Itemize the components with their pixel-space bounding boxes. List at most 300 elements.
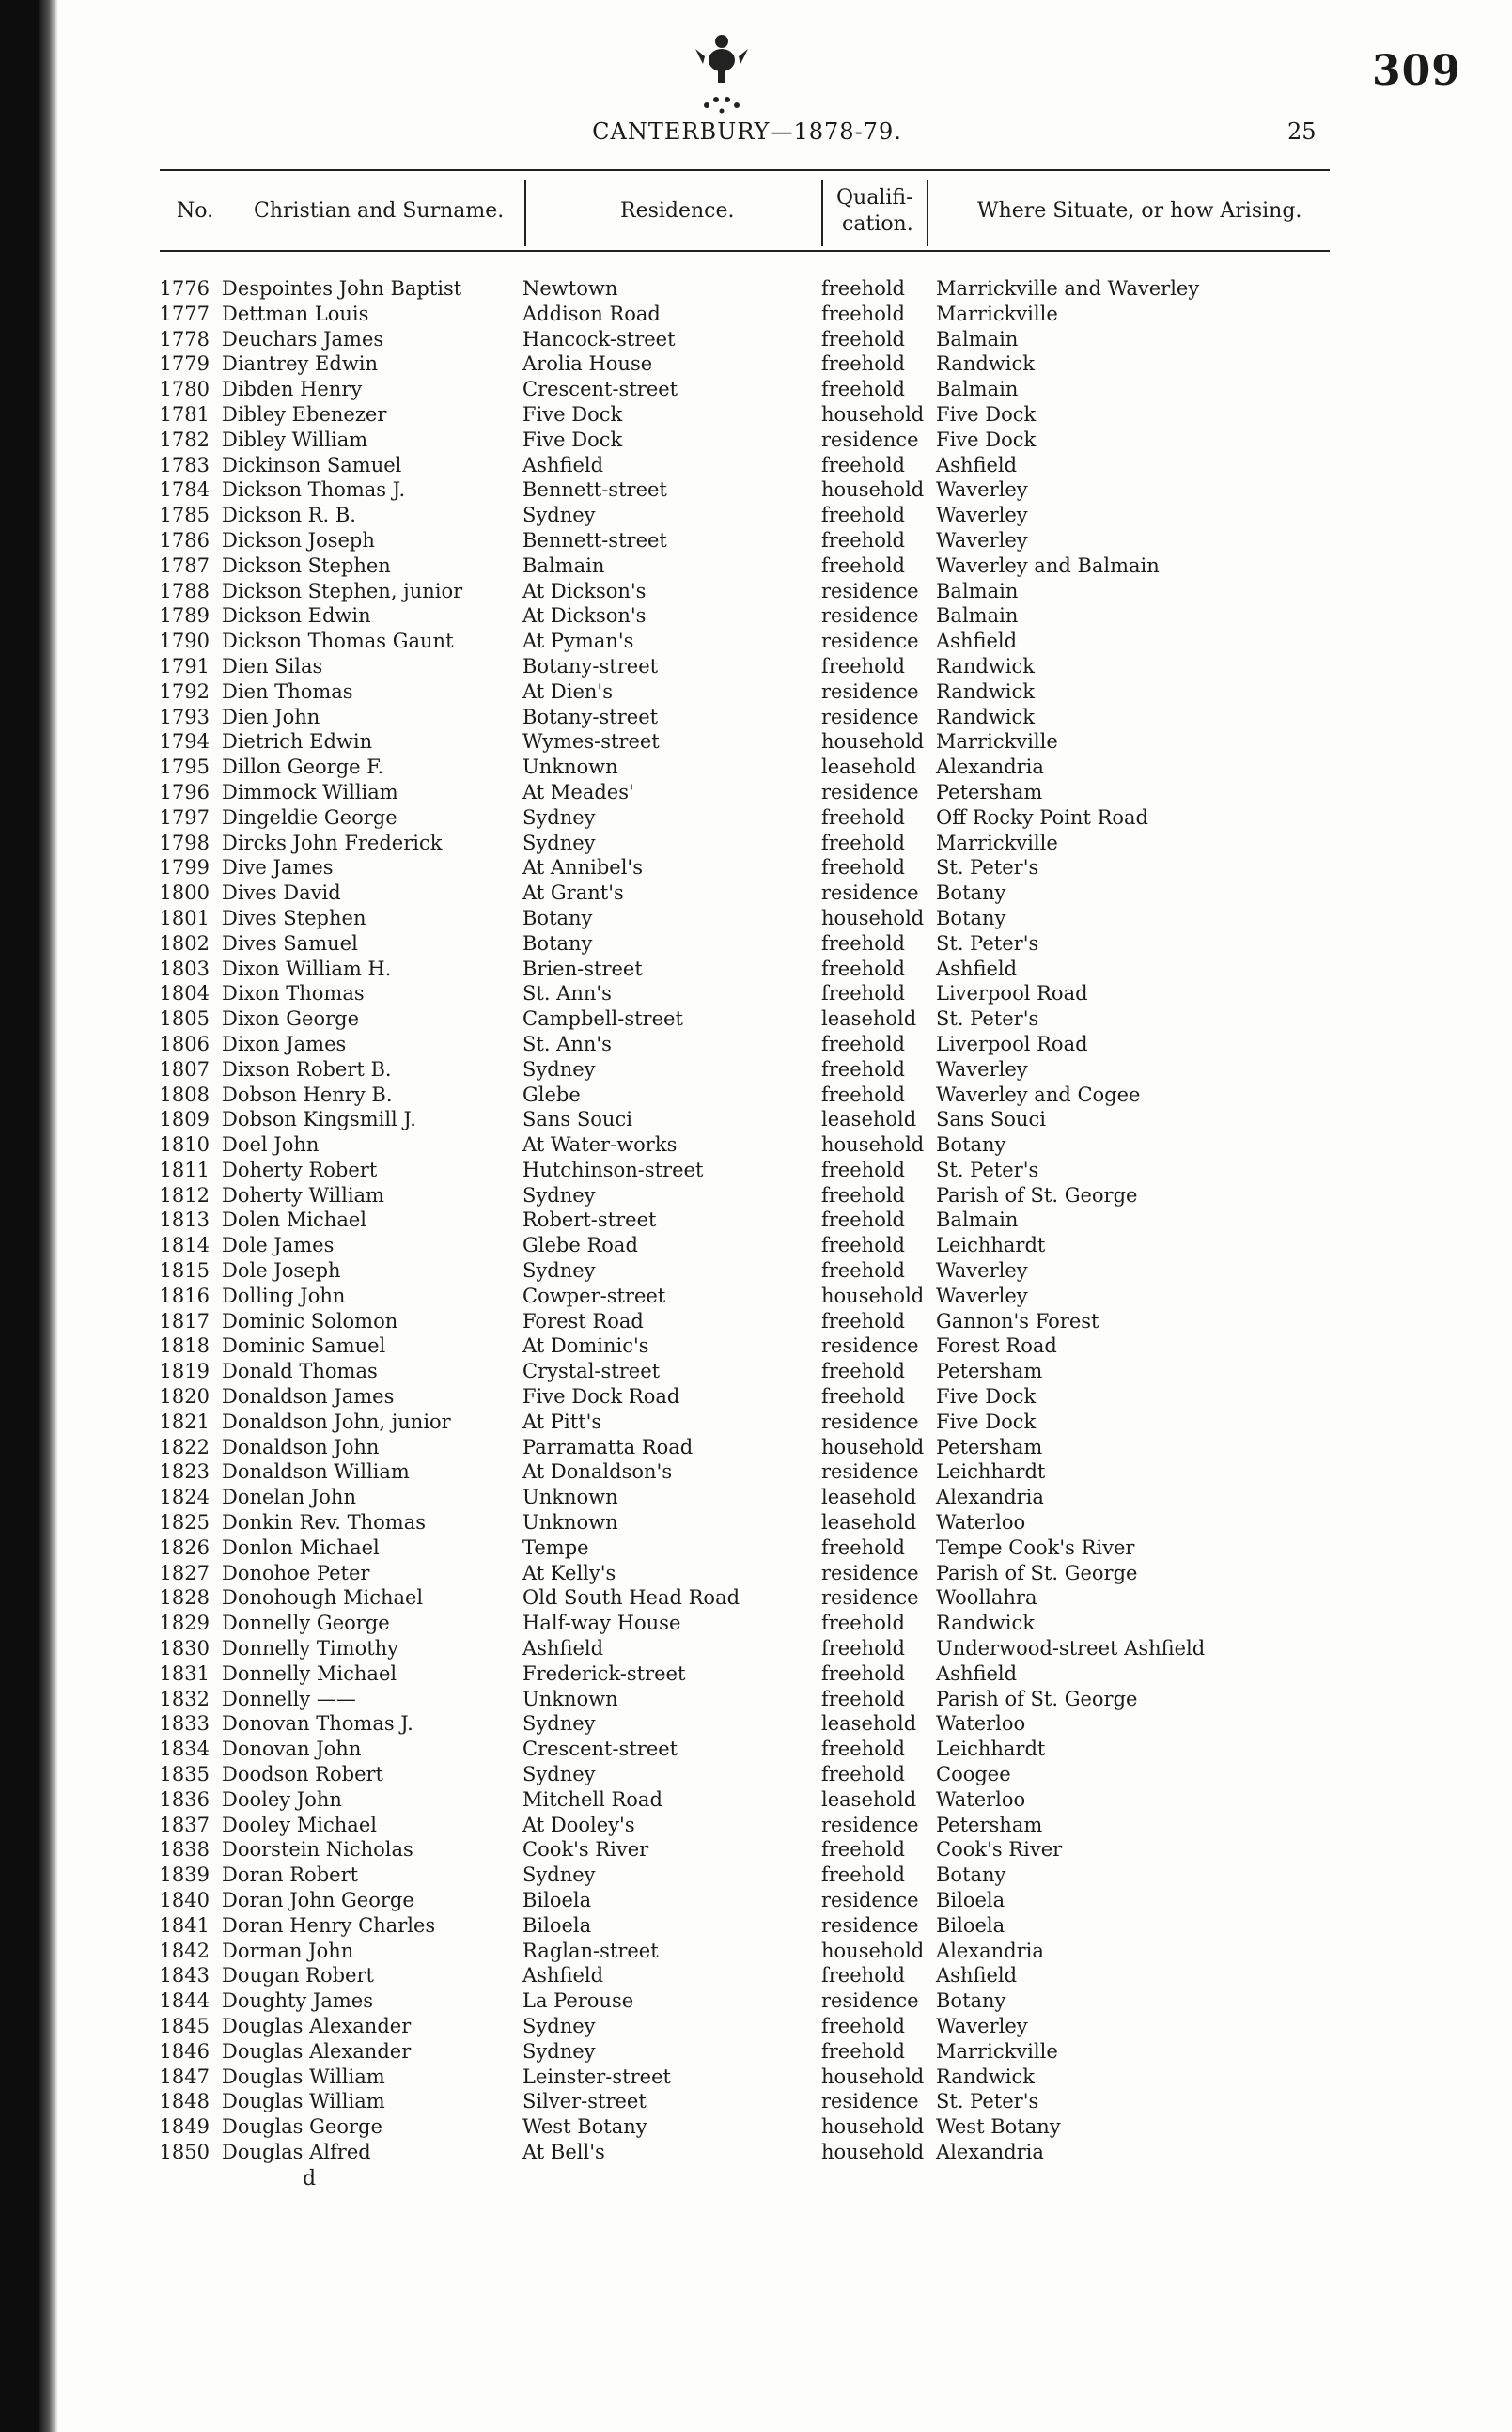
row-name: Douglas William <box>222 2065 385 2088</box>
row-name: Dobson Kingsmill J. <box>222 1108 416 1131</box>
row-name: Dooley Michael <box>222 1813 377 1836</box>
row-qualification: household <box>821 478 925 502</box>
row-qualification: residence <box>821 780 919 803</box>
row-where: Botany <box>936 906 1006 929</box>
row-number: 1829 <box>159 1612 210 1635</box>
table-row <box>0 1309 1512 1334</box>
row-number: 1839 <box>159 1863 210 1887</box>
signature-mark: d <box>303 2167 317 2190</box>
row-where: Waverley <box>936 1259 1028 1283</box>
row-qualification: household <box>821 402 925 426</box>
row-name: Doherty William <box>222 1183 384 1207</box>
row-residence: Old South Head Road <box>522 1586 740 1610</box>
row-number: 1790 <box>159 630 210 653</box>
row-qualification: freehold <box>821 856 905 880</box>
row-qualification: freehold <box>821 504 905 527</box>
row-qualification: freehold <box>821 1637 905 1660</box>
row-residence: Sydney <box>522 831 596 854</box>
table-row <box>0 1333 1512 1359</box>
row-qualification: freehold <box>821 553 905 577</box>
row-name: Dickson Stephen, junior <box>222 579 463 602</box>
row-residence: Unknown <box>522 1486 618 1509</box>
table-row <box>0 603 1512 629</box>
row-residence: At Pitt's <box>522 1410 602 1433</box>
row-qualification: leasehold <box>821 1511 917 1535</box>
row-where: Balmain <box>936 327 1019 351</box>
row-name: Diantrey Edwin <box>222 352 379 376</box>
row-residence: At Meades' <box>522 780 634 803</box>
row-qualification: freehold <box>821 1763 905 1786</box>
row-where: Ashfield <box>936 453 1018 476</box>
row-where: Waterloo <box>936 1511 1026 1535</box>
row-residence: At Dien's <box>522 679 613 703</box>
table-row <box>0 805 1512 831</box>
row-name: Donnelly Michael <box>222 1661 397 1685</box>
row-number: 1835 <box>159 1763 210 1786</box>
column-header-residence: Residence. <box>620 199 735 223</box>
row-where: Tempe Cook's River <box>936 1536 1135 1559</box>
table-row <box>0 2114 1512 2140</box>
row-qualification: freehold <box>821 1309 905 1333</box>
row-where: St. Peter's <box>936 1007 1039 1031</box>
row-name: Dives Stephen <box>222 906 366 929</box>
row-number: 1802 <box>159 931 210 955</box>
row-number: 1809 <box>159 1108 210 1131</box>
row-qualification: leasehold <box>821 1486 917 1509</box>
row-where: Cook's River <box>936 1838 1063 1862</box>
row-qualification: leasehold <box>821 756 917 779</box>
row-number: 1777 <box>159 302 210 325</box>
row-residence: Ashfield <box>522 1637 604 1660</box>
row-where: Alexandria <box>936 2140 1044 2163</box>
row-where: Waverley <box>936 528 1028 552</box>
row-name: Douglas William <box>222 2090 385 2113</box>
row-qualification: freehold <box>821 1612 905 1635</box>
row-where: Biloela <box>936 1889 1005 1911</box>
row-name: Doran Robert <box>222 1863 359 1887</box>
row-residence: Biloela <box>522 1889 592 1911</box>
row-residence: At Grant's <box>522 881 624 905</box>
row-qualification: household <box>821 730 925 754</box>
row-where: Marrickville <box>936 730 1058 754</box>
row-residence: Newtown <box>522 277 618 300</box>
row-qualification: freehold <box>821 2014 905 2037</box>
row-qualification: freehold <box>821 957 905 980</box>
row-number: 1836 <box>159 1787 210 1811</box>
row-residence: Sydney <box>522 2039 596 2063</box>
row-residence: Bennett-street <box>522 478 667 502</box>
row-residence: Ashfield <box>522 453 604 476</box>
row-residence: Five Dock <box>522 402 623 426</box>
row-name: Dien John <box>222 705 320 728</box>
row-qualification: residence <box>821 1561 919 1584</box>
row-qualification: residence <box>821 2090 919 2113</box>
row-qualification: residence <box>821 1334 919 1358</box>
row-name: Donnelly Timothy <box>222 1637 399 1660</box>
row-qualification: freehold <box>821 1083 905 1106</box>
table-row <box>0 1384 1512 1410</box>
table-row <box>0 1006 1512 1032</box>
row-qualification: residence <box>821 1460 919 1484</box>
table-row <box>0 1107 1512 1132</box>
column-header-where: Where Situate, or how Arising. <box>977 199 1302 223</box>
row-qualification: residence <box>821 630 919 653</box>
table-row <box>0 351 1512 377</box>
row-where: Parish of St. George <box>936 1183 1138 1207</box>
table-row <box>0 1611 1512 1636</box>
row-where: Botany <box>936 1989 1006 2013</box>
row-residence: Arolia House <box>522 352 653 376</box>
header-rule-bottom <box>160 250 1330 252</box>
row-number: 1822 <box>159 1435 210 1458</box>
row-name: Douglas Alexander <box>222 2039 412 2063</box>
row-number: 1817 <box>159 1309 210 1333</box>
row-qualification: leasehold <box>821 1712 917 1736</box>
row-residence: Frederick-street <box>522 1661 686 1685</box>
row-where: Leichhardt <box>936 1460 1046 1484</box>
row-name: Doran John George <box>222 1889 414 1911</box>
row-qualification: freehold <box>821 453 905 476</box>
table-row <box>0 654 1512 679</box>
row-name: Deuchars James <box>222 327 384 351</box>
row-qualification: residence <box>821 579 919 602</box>
row-number: 1820 <box>159 1385 210 1409</box>
row-residence: Unknown <box>522 1687 618 1710</box>
row-where: Liverpool Road <box>936 1032 1088 1055</box>
row-number: 1793 <box>159 705 210 728</box>
row-number: 1837 <box>159 1813 210 1836</box>
row-number: 1801 <box>159 906 210 929</box>
row-name: Dorman John <box>222 1939 354 1962</box>
row-qualification: freehold <box>821 654 905 678</box>
row-residence: Crescent-street <box>522 378 678 401</box>
row-where: Petersham <box>936 1813 1043 1836</box>
page-number: 25 <box>1287 118 1317 145</box>
table-row <box>0 755 1512 780</box>
table-row <box>0 1258 1512 1284</box>
row-name: Dooley John <box>222 1787 342 1811</box>
row-qualification: freehold <box>821 931 905 955</box>
row-residence: Sydney <box>522 1057 596 1081</box>
table-row <box>0 729 1512 755</box>
row-residence: Bennett-street <box>522 528 667 552</box>
table-row <box>0 1032 1512 1057</box>
row-name: Dickson Joseph <box>222 528 375 552</box>
row-residence: At Dominic's <box>522 1334 649 1358</box>
row-where: Five Dock <box>936 1385 1037 1409</box>
table-row <box>0 1711 1512 1737</box>
row-residence: Crescent-street <box>522 1738 678 1761</box>
column-divider <box>524 180 526 246</box>
row-number: 1782 <box>159 428 210 451</box>
row-name: Donaldson John <box>222 1435 380 1458</box>
row-name: Dolling John <box>222 1284 346 1307</box>
row-name: Dixon William H. <box>222 957 392 980</box>
row-where: Randwick <box>936 654 1035 678</box>
row-number: 1798 <box>159 831 210 854</box>
table-row <box>0 1863 1512 1888</box>
row-qualification: freehold <box>821 1183 905 1207</box>
row-residence: Glebe <box>522 1083 581 1106</box>
row-where: Off Rocky Point Road <box>936 805 1148 829</box>
column-header-name: Christian and Surname. <box>254 199 505 223</box>
table-row <box>0 1939 1512 1964</box>
table-row <box>0 981 1512 1006</box>
row-residence: Mitchell Road <box>522 1787 662 1811</box>
column-header-qualification-2: cation. <box>842 212 913 236</box>
row-number: 1783 <box>159 453 210 476</box>
row-residence: At Water-works <box>522 1133 678 1157</box>
table-row <box>0 1359 1512 1384</box>
row-name: Dickson Thomas Gaunt <box>222 630 454 653</box>
row-name: Donohoe Peter <box>222 1561 370 1584</box>
table-row <box>0 2039 1512 2065</box>
row-where: Waverley <box>936 1057 1028 1081</box>
row-where: Marrickville <box>936 831 1058 854</box>
row-qualification: freehold <box>821 528 905 552</box>
row-number: 1833 <box>159 1712 210 1736</box>
row-where: Waverley <box>936 504 1028 527</box>
row-qualification: freehold <box>821 1687 905 1710</box>
row-where: St. Peter's <box>936 2090 1039 2113</box>
row-residence: Sans Souci <box>522 1108 632 1131</box>
row-qualification: residence <box>821 1586 919 1610</box>
row-qualification: residence <box>821 881 919 905</box>
table-row <box>0 780 1512 805</box>
row-residence: Addison Road <box>522 302 661 325</box>
row-number: 1785 <box>159 504 210 527</box>
row-where: Gannon's Forest <box>936 1309 1099 1333</box>
row-where: Waverley and Cogee <box>936 1083 1141 1106</box>
row-name: Douglas Alexander <box>222 2014 412 2037</box>
table-row <box>0 2089 1512 2114</box>
row-where: Marrickville <box>936 2039 1058 2063</box>
row-where: Randwick <box>936 679 1035 703</box>
row-where: Leichhardt <box>936 1234 1046 1257</box>
row-where: Randwick <box>936 1612 1035 1635</box>
row-residence: Botany-street <box>522 654 659 678</box>
row-where: Marrickville and Waverley <box>936 277 1200 300</box>
row-residence: Sydney <box>522 1763 596 1786</box>
row-residence: Wymes-street <box>522 730 660 754</box>
row-qualification: household <box>821 1435 925 1458</box>
table-row <box>0 1057 1512 1083</box>
row-where: Ashfield <box>936 1964 1018 1988</box>
row-qualification: freehold <box>821 302 905 325</box>
table-row <box>0 1687 1512 1712</box>
row-residence: At Pyman's <box>522 630 634 653</box>
row-qualification: freehold <box>821 1738 905 1761</box>
row-qualification: freehold <box>821 1838 905 1862</box>
row-number: 1779 <box>159 352 210 376</box>
table-row <box>0 1661 1512 1687</box>
row-number: 1812 <box>159 1183 210 1207</box>
row-number: 1811 <box>159 1158 210 1181</box>
table-row <box>0 1561 1512 1586</box>
row-where: West Botany <box>936 2115 1061 2139</box>
row-number: 1778 <box>159 327 210 351</box>
row-where: Five Dock <box>936 1410 1037 1433</box>
row-residence: Balmain <box>522 553 605 577</box>
row-residence: Five Dock Road <box>522 1385 680 1409</box>
row-residence: Half-way House <box>522 1612 681 1635</box>
row-name: Dingeldie George <box>222 805 397 829</box>
row-qualification: household <box>821 906 925 929</box>
row-name: Despointes John Baptist <box>222 277 462 300</box>
row-qualification: freehold <box>821 352 905 376</box>
row-name: Dives David <box>222 881 341 905</box>
table-row <box>0 377 1512 402</box>
header-rule-top <box>160 169 1330 171</box>
table-row <box>0 477 1512 503</box>
row-where: Waterloo <box>936 1787 1026 1811</box>
table-row <box>0 2014 1512 2039</box>
row-name: Dien Thomas <box>222 679 353 703</box>
table-row <box>0 1208 1512 1233</box>
column-divider <box>927 180 928 246</box>
table-row <box>0 276 1512 302</box>
row-where: Sans Souci <box>936 1108 1046 1131</box>
row-name: Dibden Henry <box>222 378 363 401</box>
table-row <box>0 1837 1512 1863</box>
row-number: 1842 <box>159 1939 210 1962</box>
row-where: Coogee <box>936 1763 1011 1786</box>
row-residence: Hancock-street <box>522 327 676 351</box>
row-qualification: leasehold <box>821 1007 917 1031</box>
table-row <box>0 1988 1512 2014</box>
row-qualification: freehold <box>821 1032 905 1055</box>
row-name: Dickson Thomas J. <box>222 478 406 502</box>
row-name: Donovan John <box>222 1738 362 1761</box>
table-row <box>0 1410 1512 1435</box>
row-qualification: household <box>821 2065 925 2088</box>
row-residence: Cowper-street <box>522 1284 666 1307</box>
table-row <box>0 957 1512 982</box>
row-name: Dimmock William <box>222 780 398 803</box>
row-number: 1849 <box>159 2115 210 2139</box>
table-row <box>0 503 1512 528</box>
row-name: Dives Samuel <box>222 931 358 955</box>
row-name: Dive James <box>222 856 334 880</box>
row-residence: Tempe <box>522 1536 589 1559</box>
row-residence: Five Dock <box>522 428 623 451</box>
row-residence: Botany <box>522 931 593 955</box>
row-name: Doel John <box>222 1133 320 1157</box>
row-qualification: household <box>821 1939 925 1962</box>
row-number: 1850 <box>159 2140 210 2163</box>
row-where: Forest Road <box>936 1334 1057 1358</box>
row-where: Balmain <box>936 604 1019 628</box>
row-number: 1832 <box>159 1687 210 1710</box>
row-name: Dettman Louis <box>222 302 369 325</box>
row-name: Doran Henry Charles <box>222 1913 436 1937</box>
table-row <box>0 1459 1512 1485</box>
row-residence: Unknown <box>522 756 618 779</box>
row-where: Petersham <box>936 780 1043 803</box>
row-where: Five Dock <box>936 428 1037 451</box>
row-residence: Unknown <box>522 1511 618 1535</box>
row-residence: Crystal-street <box>522 1360 661 1383</box>
table-row <box>0 1787 1512 1813</box>
electoral-roll-list <box>0 276 1512 2165</box>
row-residence: Forest Road <box>522 1309 644 1333</box>
row-where: Alexandria <box>936 1939 1044 1962</box>
row-name: Donaldson James <box>222 1385 395 1409</box>
table-row <box>0 1083 1512 1108</box>
table-row <box>0 1913 1512 1939</box>
row-residence: Sydney <box>522 1863 596 1887</box>
row-residence: Campbell-street <box>522 1007 683 1031</box>
table-row <box>0 302 1512 327</box>
row-name: Dietrich Edwin <box>222 730 373 754</box>
crest-emblem-icon <box>694 28 750 122</box>
row-number: 1800 <box>159 881 210 905</box>
row-residence: Raglan-street <box>522 1939 659 1962</box>
row-number: 1818 <box>159 1334 210 1358</box>
row-qualification: freehold <box>821 1234 905 1257</box>
table-row <box>0 629 1512 654</box>
row-residence: At Dooley's <box>522 1813 635 1836</box>
row-where: Parish of St. George <box>936 1561 1138 1584</box>
row-qualification: freehold <box>821 1208 905 1232</box>
table-row <box>0 705 1512 730</box>
row-number: 1834 <box>159 1738 210 1761</box>
row-name: Dominic Solomon <box>222 1309 398 1333</box>
row-name: Dickson Edwin <box>222 604 371 628</box>
row-number: 1810 <box>159 1133 210 1157</box>
row-number: 1824 <box>159 1486 210 1509</box>
row-qualification: freehold <box>821 831 905 854</box>
row-number: 1831 <box>159 1661 210 1685</box>
row-qualification: freehold <box>821 1863 905 1887</box>
row-number: 1804 <box>159 982 210 1006</box>
row-name: Donald Thomas <box>222 1360 378 1383</box>
table-row <box>0 1132 1512 1158</box>
row-number: 1796 <box>159 780 210 803</box>
row-qualification: freehold <box>821 1385 905 1409</box>
row-qualification: freehold <box>821 805 905 829</box>
row-where: Underwood-street Ashfield <box>936 1637 1206 1660</box>
row-number: 1844 <box>159 1989 210 2013</box>
row-where: Botany <box>936 1863 1006 1887</box>
row-qualification: leasehold <box>821 1787 917 1811</box>
row-residence: Glebe Road <box>522 1234 638 1257</box>
row-name: Dickson Stephen <box>222 553 391 577</box>
row-residence: Robert-street <box>522 1208 657 1232</box>
row-where: Waterloo <box>936 1712 1026 1736</box>
row-qualification: residence <box>821 705 919 728</box>
row-qualification: residence <box>821 679 919 703</box>
row-number: 1808 <box>159 1083 210 1106</box>
row-where: Randwick <box>936 705 1035 728</box>
row-residence: Sydney <box>522 504 596 527</box>
row-where: Petersham <box>936 1435 1043 1458</box>
row-residence: Sydney <box>522 1712 596 1736</box>
row-number: 1846 <box>159 2039 210 2063</box>
row-where: Petersham <box>936 1360 1043 1383</box>
row-qualification: freehold <box>821 1536 905 1559</box>
table-row <box>0 1435 1512 1460</box>
row-residence: Brien-street <box>522 957 643 980</box>
table-row <box>0 1158 1512 1183</box>
row-name: Dibley William <box>222 428 368 451</box>
row-number: 1813 <box>159 1208 210 1232</box>
row-qualification: household <box>821 2140 925 2163</box>
row-name: Douglas George <box>222 2115 382 2139</box>
row-qualification: residence <box>821 428 919 451</box>
row-where: Alexandria <box>936 756 1044 779</box>
row-name: Donkin Rev. Thomas <box>222 1511 426 1535</box>
